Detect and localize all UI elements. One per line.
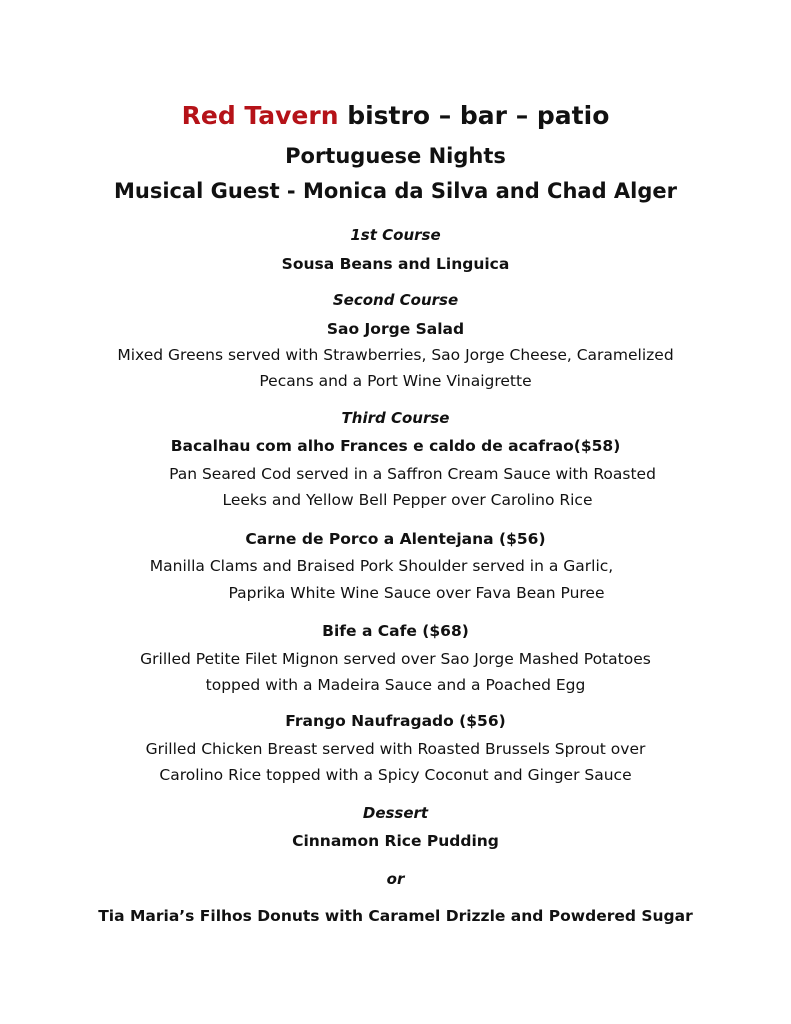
musical-guest: Musical Guest - Monica da Silva and Chad Alger xyxy=(113,179,677,203)
dish-description-line: Pan Seared Cod served in a Saffron Cream Sauce with Roasted xyxy=(169,465,656,483)
event-title: Portuguese Nights xyxy=(285,144,506,168)
dish-description-line: Pecans and a Port Wine Vinaigrette xyxy=(259,372,532,390)
dish-name-filhos-donuts: Tia Maria’s Filhos Donuts with Caramel Drizzle and Powdered Sugar xyxy=(98,907,693,925)
dish-name-bacalhau: Bacalhau com alho Frances e caldo de acafrao($58) xyxy=(170,437,621,455)
dish-name-cinnamon-rice-pudding: Cinnamon Rice Pudding xyxy=(292,832,499,850)
dish-name-sousa-beans: Sousa Beans and Linguica xyxy=(281,255,510,273)
brand-name: Red Tavern xyxy=(181,101,339,130)
course-heading-second: Second Course xyxy=(332,291,459,309)
dish-description-line: topped with a Madeira Sauce and a Poached Egg xyxy=(205,676,586,694)
dish-description-line: Grilled Chicken Breast served with Roasted Brussels Sprout over xyxy=(145,740,646,758)
dish-name-carne-de-porco: Carne de Porco a Alentejana ($56) xyxy=(245,530,546,548)
dish-description-line: Leeks and Yellow Bell Pepper over Carolino Rice xyxy=(222,491,593,509)
brand-tagline: bistro – bar – patio xyxy=(338,101,610,130)
dish-name-frango-naufragado: Frango Naufragado ($56) xyxy=(285,712,506,730)
menu-title xyxy=(0,103,791,128)
dish-description-line: Carolino Rice topped with a Spicy Coconut and Ginger Sauce xyxy=(159,766,632,784)
course-heading-first: 1st Course xyxy=(350,226,441,244)
dish-name-sao-jorge-salad: Sao Jorge Salad xyxy=(326,320,465,338)
dish-description-line: Mixed Greens served with Strawberries, Sao Jorge Cheese, Caramelized xyxy=(117,346,674,364)
or-separator: or xyxy=(386,870,405,888)
dish-description-line: Grilled Petite Filet Mignon served over Sao Jorge Mashed Potatoes xyxy=(140,650,651,668)
course-heading-dessert: Dessert xyxy=(362,804,429,822)
dish-description-line: Paprika White Wine Sauce over Fava Bean Puree xyxy=(228,584,605,602)
dish-description-line: Manilla Clams and Braised Pork Shoulder served in a Garlic, xyxy=(149,557,614,575)
dish-name-bife-a-cafe: Bife a Cafe ($68) xyxy=(322,622,469,640)
course-heading-third: Third Course xyxy=(341,409,450,427)
